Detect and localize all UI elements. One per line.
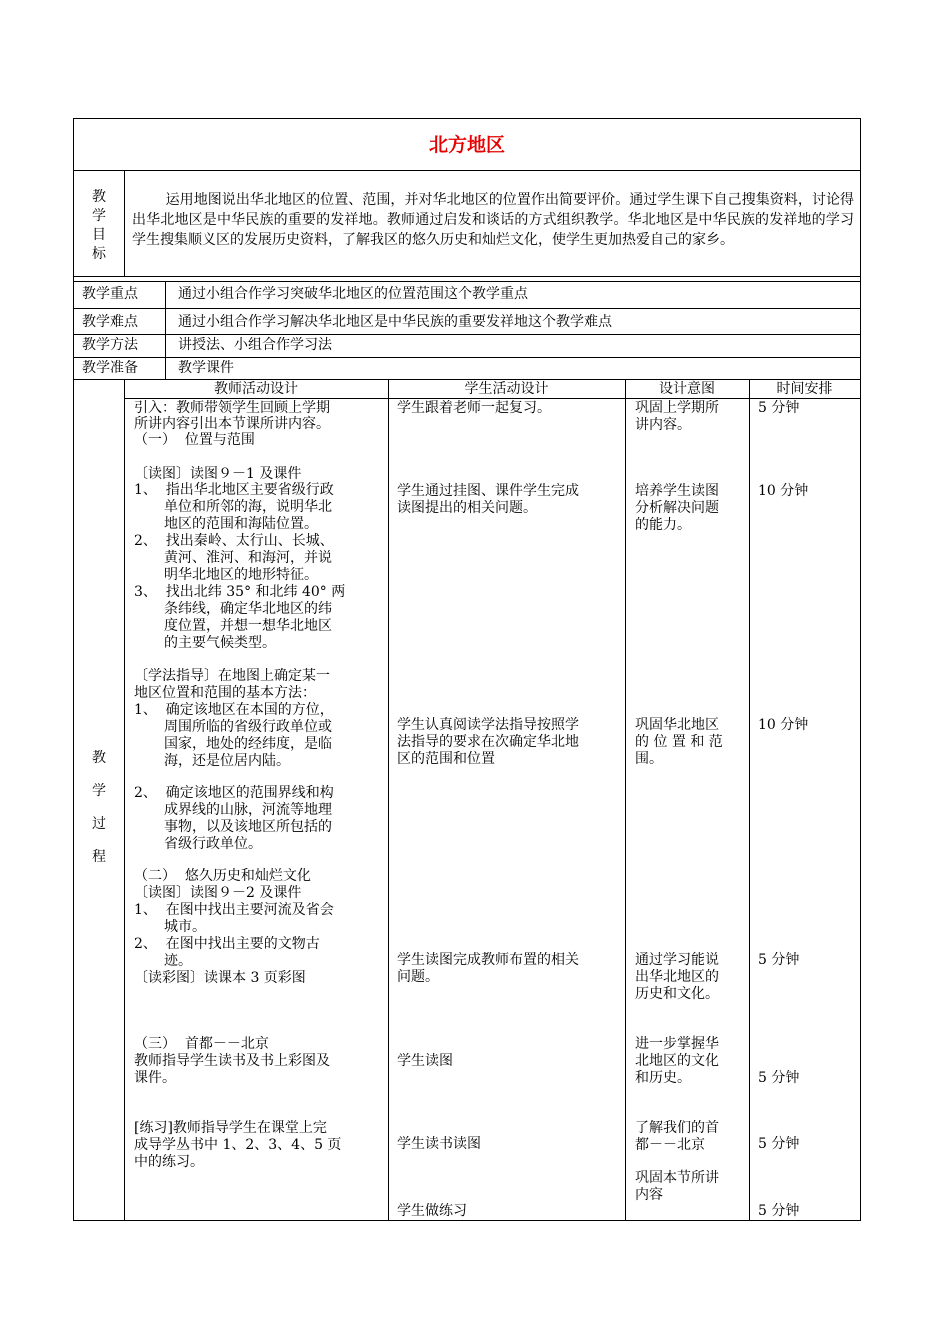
- teacher-line: 成界线的山脉，河流等地理: [164, 802, 332, 818]
- teacher-line: 黄河、淮河、和海河，并说: [164, 550, 332, 566]
- intent-line: 和历史。: [635, 1070, 691, 1086]
- time-entry: 5 分钟: [758, 400, 800, 416]
- teacher-line: 教师指导学生读书及书上彩图及: [134, 1053, 330, 1069]
- teacher-line: 3、 找出北纬 35° 和北纬 40° 两: [134, 584, 346, 600]
- intent-line: 巩固华北地区: [635, 717, 719, 733]
- teacher-line: （三） 首都－－北京: [134, 1036, 269, 1052]
- process-label: [88, 742, 110, 874]
- process-label-char: 程: [92, 849, 106, 865]
- teacher-line: 省级行政单位。: [164, 836, 262, 852]
- intent-line: 围。: [635, 751, 663, 767]
- table-border-bottom: [73, 1220, 861, 1221]
- label-col-divider: [165, 281, 166, 379]
- process-header-divider: [124, 398, 861, 399]
- teacher-line: 2、 找出秦岭、太行山、长城、: [134, 533, 334, 549]
- teacher-line: 周围所临的省级行政单位或: [164, 719, 332, 735]
- teacher-line: 地区位置和范围的基本方法：: [134, 685, 316, 701]
- title-row-divider: [73, 170, 861, 171]
- student-line: 学生通过挂图、课件学生完成: [397, 483, 579, 499]
- student-line: 区的范围和位置: [397, 751, 495, 767]
- student-line: 读图提出的相关问题。: [397, 500, 537, 516]
- intent-line: 巩固上学期所: [635, 400, 719, 416]
- difficulty-text: 通过小组合作学习解决华北地区是中华民族的重要发祥地这个教学难点: [178, 314, 612, 330]
- goal-col-divider: [124, 170, 125, 276]
- time-entry: 10 分钟: [758, 717, 809, 733]
- student-line: 学生做练习: [397, 1203, 467, 1219]
- header-student: 学生活动设计: [464, 381, 549, 397]
- teacher-line: 课件。: [134, 1070, 176, 1086]
- teacher-line: 〔学法指导〕在地图上确定某一: [134, 668, 330, 684]
- prep-text: 教学课件: [178, 360, 234, 376]
- key-row-divider: [73, 308, 861, 309]
- intent-line: 了解我们的首: [635, 1120, 719, 1136]
- process-label-char: 过: [92, 816, 106, 832]
- teacher-line: 国家，地处的经纬度，是临: [164, 736, 332, 752]
- key-text: 通过小组合作学习突破华北地区的位置范围这个教学重点: [178, 286, 528, 302]
- student-line: 法指导的要求在次确定华北地: [397, 734, 579, 750]
- teacher-line: （一） 位置与范围: [134, 432, 255, 448]
- teacher-line: 地区的范围和海陆位置。: [164, 516, 318, 532]
- time-entry: 5 分钟: [758, 952, 800, 968]
- page-title: 北方地区: [428, 134, 505, 156]
- time-entry: 5 分钟: [758, 1203, 800, 1219]
- teacher-line: 2、 确定该地区的范围界线和构: [134, 785, 334, 801]
- teacher-line: 度位置，并想一想华北地区: [164, 618, 332, 634]
- intent-line: 分析解决问题: [635, 500, 719, 516]
- intent-line: 的 位 置 和 范: [635, 734, 723, 750]
- student-line: 学生读图: [397, 1053, 453, 1069]
- intent-line: 的能力。: [635, 517, 691, 533]
- process-label-char: 教: [92, 750, 106, 766]
- student-line: 学生读书读图: [397, 1136, 481, 1152]
- table-border-left: [73, 118, 74, 1221]
- teacher-line: 1、 指出华北地区主要省级行政: [134, 482, 334, 498]
- intent-line: 北地区的文化: [635, 1053, 719, 1069]
- intent-line: 都－－北京: [635, 1137, 705, 1153]
- key-row-divider-top: [73, 281, 861, 282]
- process-label-char: 学: [92, 783, 106, 799]
- header-time: 时间安排: [776, 381, 833, 397]
- goal-label-char: 学: [92, 208, 106, 224]
- teacher-line: 引入：教师带领学生回顾上学期: [134, 400, 330, 416]
- time-entry: 10 分钟: [758, 483, 809, 499]
- method-label: 教学方法: [82, 337, 138, 353]
- intent-col-divider: [625, 379, 626, 1221]
- teacher-line: 1、 确定该地区在本国的方位，: [134, 702, 334, 718]
- goal-row-divider: [73, 276, 861, 277]
- intent-line: 培养学生读图: [635, 483, 719, 499]
- intent-line: 进一步掌握华: [635, 1036, 719, 1052]
- teacher-line: 单位和所邻的海，说明华北: [164, 499, 332, 515]
- difficulty-label: 教学难点: [82, 314, 138, 330]
- teacher-line: 条纬线，确定华北地区的纬: [164, 601, 332, 617]
- time-entry: 5 分钟: [758, 1136, 800, 1152]
- method-text: 讲授法、小组合作学习法: [178, 337, 332, 353]
- teacher-line: 1、 在图中找出主要河流及省会: [134, 902, 334, 918]
- student-line: 学生读图完成教师布置的相关: [397, 952, 579, 968]
- teacher-line: 城市。: [164, 919, 206, 935]
- goal-label-char: 标: [92, 246, 106, 262]
- intent-line: 巩固本节所讲: [635, 1170, 719, 1186]
- table-border-right: [860, 118, 861, 1221]
- teacher-line: （二） 悠久历史和灿烂文化: [134, 868, 311, 884]
- goal-label-char: 目: [92, 227, 106, 243]
- teacher-line: [练习]教师指导学生在课堂上完: [134, 1120, 327, 1136]
- teacher-line: 2、 在图中找出主要的文物古: [134, 936, 320, 952]
- time-col-divider: [749, 379, 750, 1221]
- teacher-line: 中的练习。: [134, 1154, 204, 1170]
- table-border-top: [73, 118, 861, 119]
- teacher-line: 海，还是位居内陆。: [164, 753, 290, 769]
- teacher-line: 〔读图〕读图９－1 及课件: [134, 466, 302, 482]
- teacher-line: 所讲内容引出本节课所讲内容。: [134, 416, 330, 432]
- teacher-line: 成导学丛书中 1、2、3、4、5 页: [134, 1137, 342, 1153]
- intent-line: 通过学习能说: [635, 952, 719, 968]
- goal-label: [88, 188, 110, 264]
- header-teacher: 教师活动设计: [214, 381, 298, 397]
- teacher-line: 明华北地区的地形特征。: [164, 567, 318, 583]
- prep-label: 教学准备: [82, 360, 138, 376]
- goal-text: 运用地图说出华北地区的位置、范围，并对华北地区的位置作出简要评价。通过学生课下自己搜集资料，讨论得出华北地区是中华民族的重要的发祥地。教师通过启发和谈话的方式组织教学。华北地区是中华民族的发祥地的学习学生搜集顺义区的发展历史资料，了解我区的悠久历史和灿烂文化，使学生更加热爱自己的家乡。: [132, 192, 854, 248]
- student-line: 学生认真阅读学法指导按照学: [397, 717, 579, 733]
- goal-label-char: 教: [92, 189, 106, 205]
- teacher-line: 的主要气候类型。: [164, 635, 276, 651]
- student-col-divider: [388, 379, 389, 1221]
- header-intent: 设计意图: [659, 381, 715, 397]
- teacher-line: 迹。: [164, 953, 192, 969]
- teacher-line: 事物，以及该地区所包括的: [164, 819, 332, 835]
- process-label-divider: [124, 379, 125, 1221]
- difficulty-row-divider: [73, 334, 861, 335]
- time-entry: 5 分钟: [758, 1070, 800, 1086]
- intent-line: 内容: [635, 1187, 663, 1203]
- intent-line: 历史和文化。: [635, 986, 719, 1002]
- teacher-line: 〔读图〕读图９－2 及课件: [134, 885, 302, 901]
- method-row-divider: [73, 357, 861, 358]
- intent-line: 出华北地区的: [635, 969, 719, 985]
- student-line: 问题。: [397, 969, 439, 985]
- student-line: 学生跟着老师一起复习。: [397, 400, 551, 416]
- key-label: 教学重点: [82, 286, 138, 302]
- intent-line: 讲内容。: [635, 417, 691, 433]
- teacher-line: 〔读彩图〕读课本 3 页彩图: [134, 970, 306, 986]
